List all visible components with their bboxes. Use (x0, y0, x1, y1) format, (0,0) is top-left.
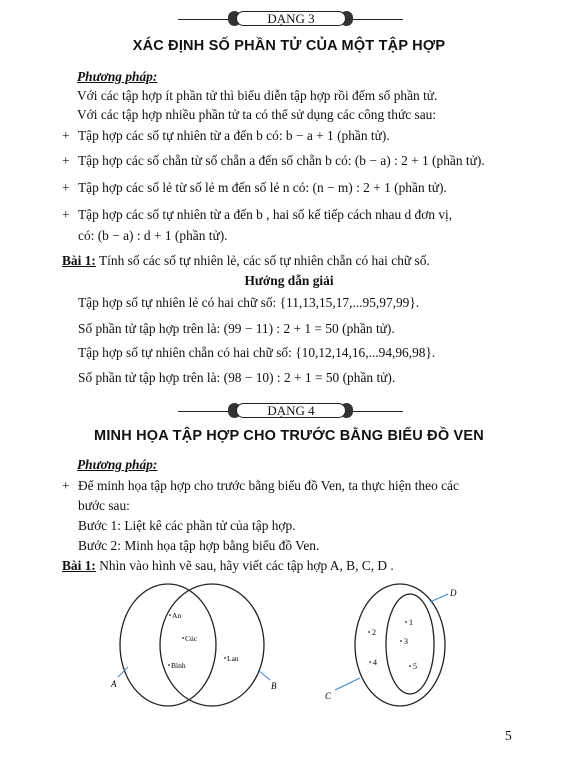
bullet-marker: + (62, 153, 70, 168)
set-c-pointer (335, 678, 360, 690)
set-c-ellipse (355, 584, 445, 706)
exercise-text: Nhìn vào hình vẽ sau, hãy viết các tập hợp A, B, C, D . (99, 558, 394, 573)
exercise-label: Bài 1: (62, 558, 96, 573)
set-a-label: A (111, 679, 117, 689)
set-d-pointer (430, 594, 448, 602)
method-heading: Phương pháp: (77, 69, 158, 84)
page-number: 5 (505, 728, 512, 743)
banner-line-right (353, 19, 403, 20)
venn-diagram-cd (320, 580, 460, 710)
bullet-marker: + (62, 180, 70, 195)
banner-line-left (178, 19, 228, 20)
bullet-marker: + (62, 207, 70, 222)
formula-2: Tập hợp các số chẵn từ số chẵn a đến số chẵn b có: (b − a) : 2 + 1 (phần tử). (78, 153, 485, 168)
intro-line-1: Với các tập hợp ít phần tử thì biểu diễn tập hợp rồi đếm số phần tử. (77, 88, 438, 103)
set-b-label: B (271, 681, 277, 691)
solution-line-3: Tập hợp số tự nhiên chẵn có hai chữ số: {10,12,14,16,...94,96,98}. (78, 345, 436, 360)
set-d-ellipse (386, 594, 434, 694)
section-title-dang4: MINH HỌA TẬP HỢP CHO TRƯỚC BẰNG BIỂU ĐỒ VEN (94, 428, 484, 444)
exercise-1-dang4 (62, 558, 394, 574)
banner-line-right (353, 411, 403, 412)
bullet-marker: + (62, 478, 70, 493)
element-4: 4 (373, 658, 377, 667)
element-an: An (172, 611, 182, 620)
intro-line-2: Với các tập hợp nhiều phần tử ta có thể sử dụng các công thức sau: (77, 107, 437, 122)
element-cuc: Cúc (185, 634, 198, 643)
formula-3: Tập hợp các số lẻ từ số lẻ m đến số lẻ n có: (n − m) : 2 + 1 (phần tử). (78, 180, 447, 195)
element-3: 3 (404, 637, 408, 646)
element-binh: Bình (171, 661, 186, 670)
formula-1: Tập hợp các số tự nhiên từ a đến b có: b − a + 1 (phần tử). (78, 128, 390, 143)
set-b-ellipse (160, 584, 264, 706)
formula-4: Tập hợp các số tự nhiên từ a đến b , hai số kế tiếp cách nhau d đơn vị, (78, 207, 453, 222)
method-heading: Phương pháp: (77, 457, 158, 472)
method-line-1: Để minh họa tập hợp cho trước bằng biểu đồ Ven, ta thực hiện theo các (78, 478, 459, 493)
element-1: 1 (409, 618, 413, 627)
step-1: Bước 1: Liệt kê các phần tử của tập hợp. (78, 518, 296, 533)
banner-label: DẠNG 4 (236, 403, 346, 418)
banner-label: DẠNG 3 (236, 11, 346, 26)
solution-line-2: Số phần tử tập hợp trên là: (99 − 11) : 2 + 1 = 50 (phần tử). (78, 321, 395, 336)
solution-line-4: Số phần tử tập hợp trên là: (98 − 10) : 2 + 1 = 50 (phần tử). (78, 370, 396, 385)
solution-line-1: Tập hợp số tự nhiên lẻ có hai chữ số: {11,13,15,17,...95,97,99}. (78, 295, 420, 310)
banner-line-left (178, 411, 228, 412)
exercise-text: Tính số các số tự nhiên lẻ, các số tự nhiên chẵn có hai chữ số. (98, 253, 430, 268)
method-line-1-cont: bước sau: (78, 498, 130, 513)
set-c-label: C (325, 691, 332, 701)
exercise-1 (62, 253, 430, 269)
set-b-pointer (258, 670, 270, 680)
section-title-dang3: XÁC ĐỊNH SỐ PHẦN TỬ CỦA MỘT TẬP HỢP (132, 38, 446, 54)
section-banner-dang4 (0, 401, 578, 421)
element-2: 2 (372, 628, 376, 637)
formula-4-cont: có: (b − a) : d + 1 (phần tử). (78, 228, 228, 243)
set-d-label: D (450, 588, 457, 598)
set-a-ellipse (120, 584, 216, 706)
solution-heading: Hướng dẫn giải (244, 273, 334, 288)
section-banner-dang3 (0, 9, 578, 29)
bullet-marker: + (62, 128, 70, 143)
element-5: 5 (413, 662, 417, 671)
venn-diagram-ab (100, 580, 310, 710)
step-2: Bước 2: Minh họa tập hợp bằng biểu đồ Ven. (78, 538, 320, 553)
element-lan: Lan (227, 654, 239, 663)
exercise-label: Bài 1: (62, 253, 96, 268)
